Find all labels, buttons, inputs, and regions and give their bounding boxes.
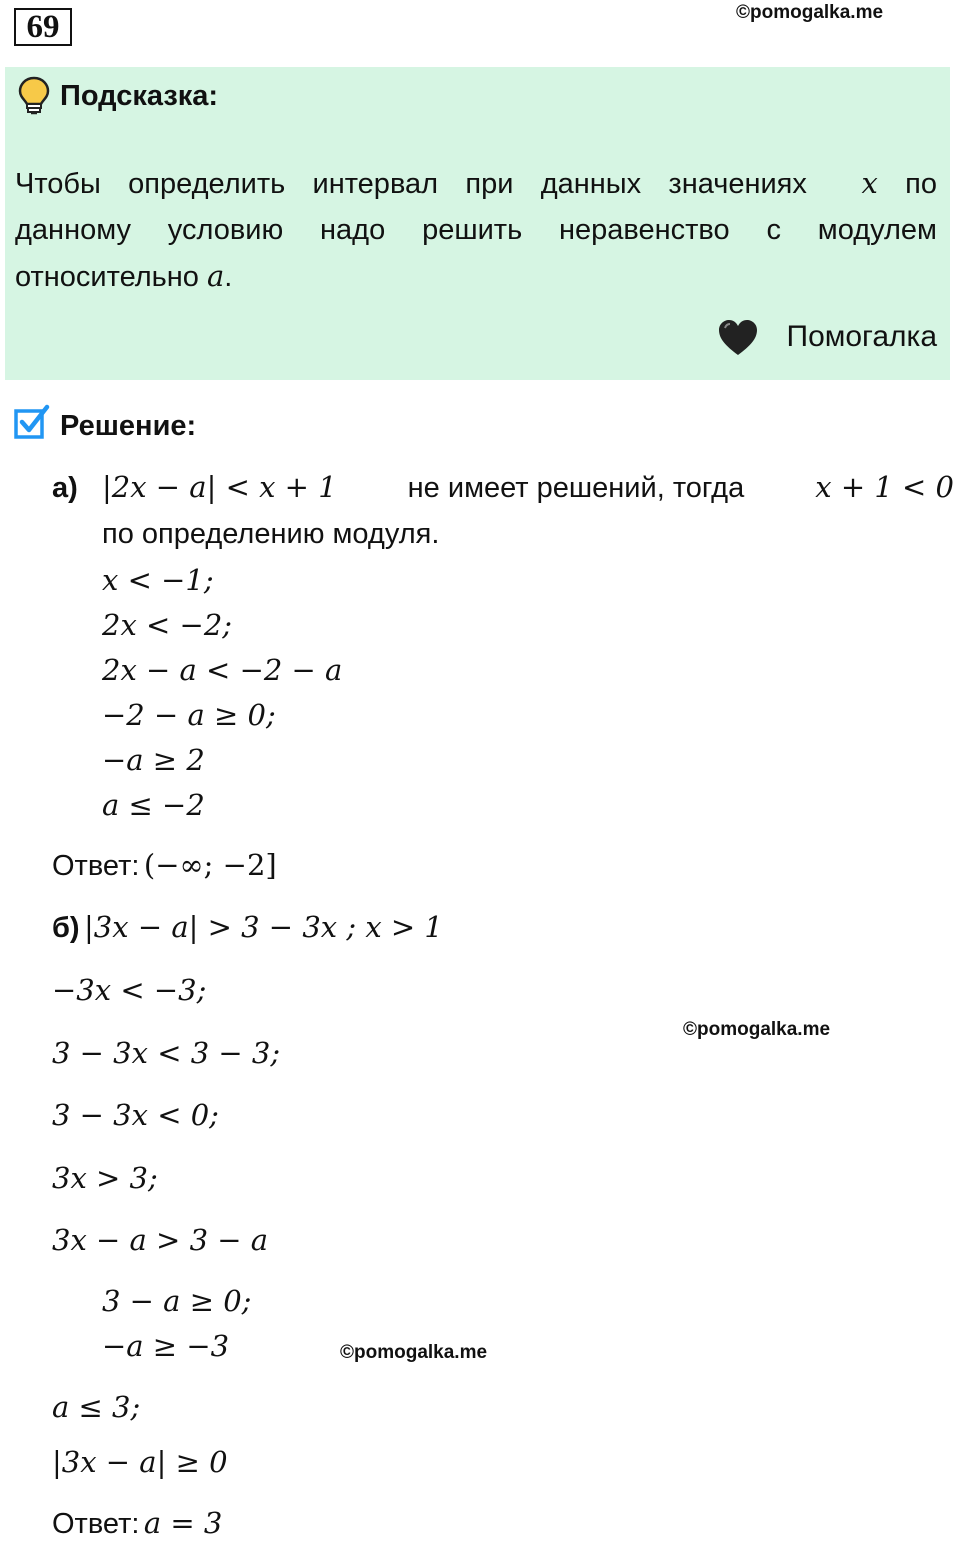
watermark-top: ©pomogalka.me: [736, 2, 884, 23]
watermark-middle: ©pomogalka.me: [683, 1019, 831, 1040]
part-b-step: 3 − 3x < 3 − 3;: [52, 1036, 281, 1070]
part-a-condition: x + 1 < 0: [815, 470, 954, 504]
brand-name: Помогалка: [786, 320, 937, 353]
part-b-header: [52, 910, 443, 945]
part-a-line1: [102, 470, 954, 505]
part-a-step: 2x < −2;: [102, 608, 233, 642]
part-a-line2: по определению модуля.: [102, 518, 440, 550]
part-b-answer: Ответ: a = 3: [52, 1506, 223, 1540]
part-b-condition: |3x − a| > 3 − 3x ; x > 1: [84, 910, 443, 944]
hint-text-line2: данному условию надо решить неравенство с модулем: [15, 214, 937, 246]
hint-title: Подсказка:: [60, 80, 219, 112]
hint-text-line1: Чтобы определить интервал при данных значениях x по: [15, 166, 938, 200]
part-b-step: a ≤ 3;: [52, 1390, 141, 1424]
part-b-step: −3x < −3;: [52, 973, 207, 1007]
part-b-step: 3x > 3;: [52, 1161, 158, 1195]
part-a-label: а): [52, 472, 78, 504]
part-b-step: |3x − a| ≥ 0: [52, 1445, 228, 1479]
part-a-answer: Ответ: (−∞; −2]: [52, 848, 277, 882]
part-b-step: 3x − a > 3 − a: [52, 1223, 269, 1257]
hint-text: [15, 160, 937, 300]
part-b-indented-step: 3 − a ≥ 0;: [102, 1284, 252, 1318]
part-a-text: не имеет решений, тогда: [407, 472, 745, 504]
solution-title: Решение:: [60, 410, 197, 442]
part-b-step: 3 − 3x < 0;: [52, 1098, 219, 1132]
part-a-inequality: |2x − a| < x + 1: [102, 470, 337, 504]
heart-icon: [716, 318, 760, 358]
checkbox-checked-icon: [14, 404, 50, 440]
part-a-step: −2 − a ≥ 0;: [102, 698, 276, 732]
lightbulb-icon: [18, 76, 50, 116]
part-a-step: −a ≥ 2: [102, 743, 205, 777]
part-a-step: a ≤ −2: [102, 788, 205, 822]
part-b-label: б): [52, 912, 80, 944]
part-a-step: 2x − a < −2 − a: [102, 653, 343, 687]
hint-text-line3: относительно a.: [15, 259, 233, 293]
watermark-bottom: ©pomogalka.me: [340, 1342, 488, 1363]
part-a-step: x < −1;: [102, 563, 214, 597]
task-number: 69: [14, 8, 72, 46]
part-b-indented-step: −a ≥ −3: [102, 1329, 230, 1363]
